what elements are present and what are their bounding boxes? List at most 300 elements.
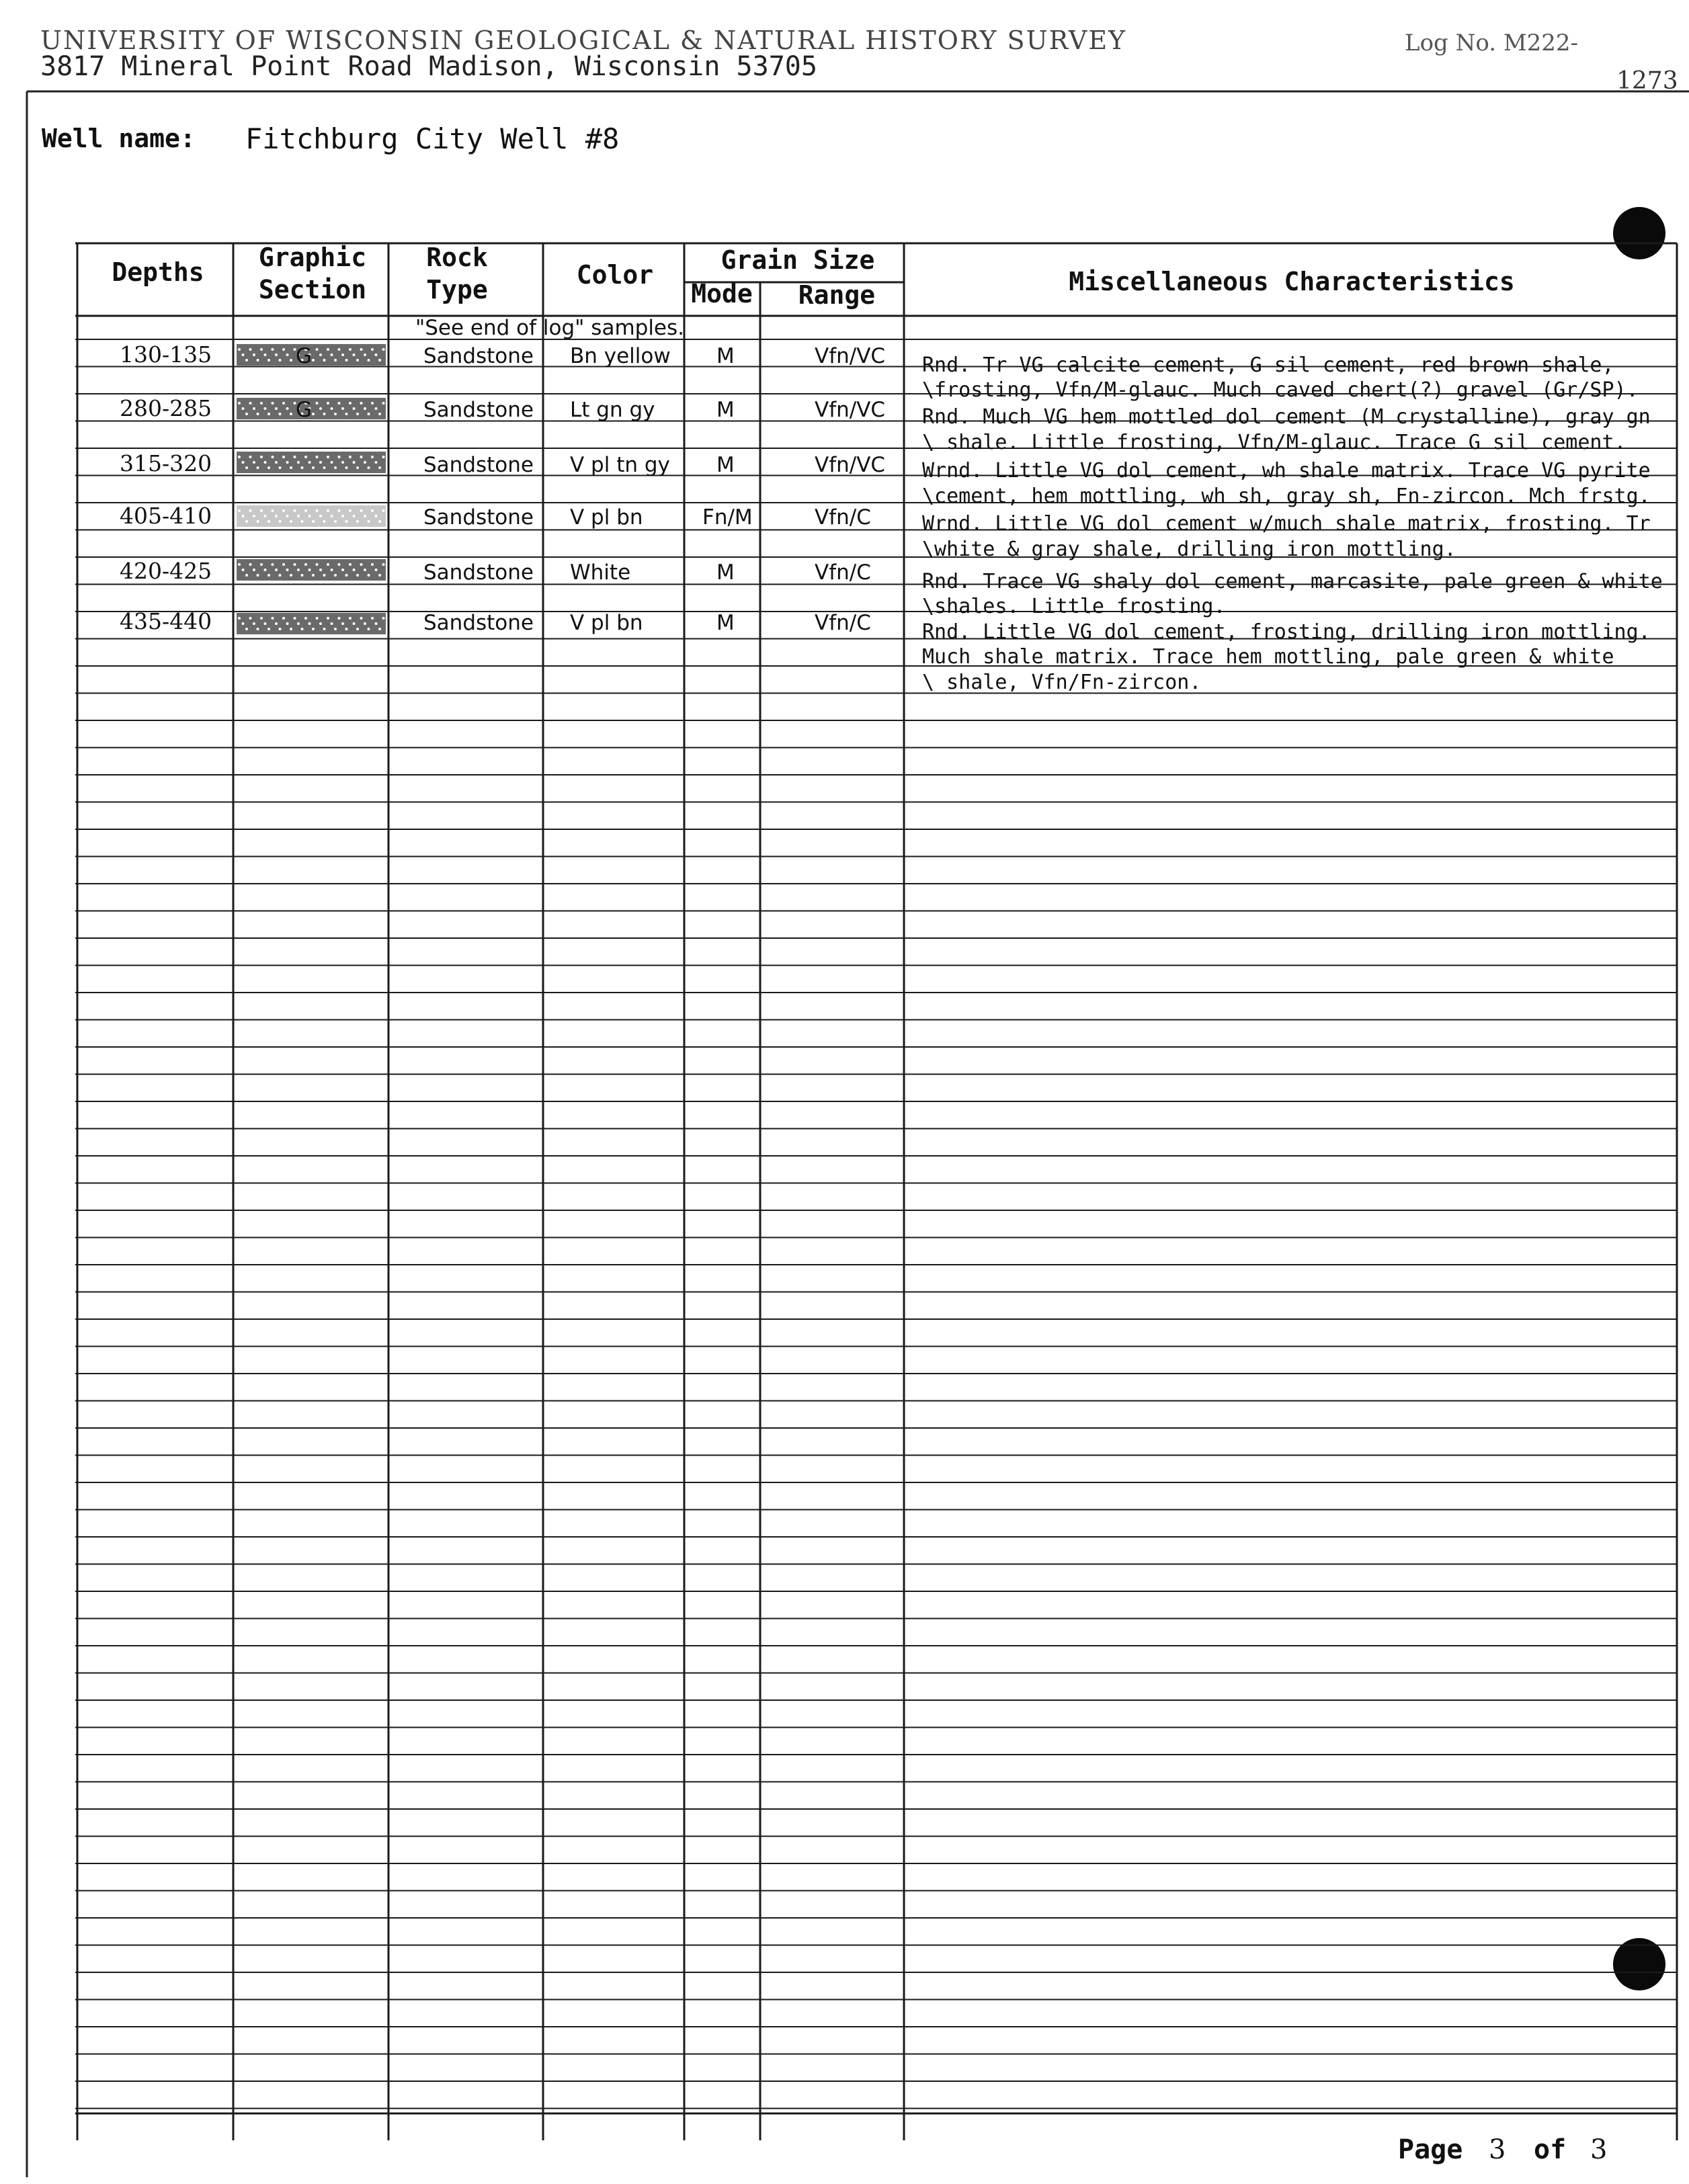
graphic-section-dot <box>267 574 270 577</box>
graphic-section-dot <box>253 353 255 356</box>
graphic-section-dot <box>319 353 322 356</box>
graphic-section-dot <box>353 353 356 356</box>
graphic-section-dot <box>382 509 385 512</box>
graphic-section-dot <box>238 402 241 405</box>
graphic-section-dot <box>312 628 315 630</box>
graphic-section-dot <box>327 348 329 351</box>
color-cell: V pl bn <box>570 611 643 635</box>
depth-cell: 315-320 <box>120 450 212 476</box>
graphic-section-dot <box>267 413 270 415</box>
graphic-section-dot <box>319 515 322 517</box>
grain-range-cell: Vfn/C <box>815 611 871 635</box>
graphic-section-dot <box>327 617 329 620</box>
graphic-section-dot <box>282 617 285 620</box>
graphic-section-dot <box>360 509 363 512</box>
grain-range-cell: Vfn/C <box>815 505 871 530</box>
rock-type-cell: Sandstone <box>423 344 534 368</box>
rock-type-cell: Sandstone <box>423 453 534 477</box>
graphic-section-dot <box>260 617 263 620</box>
graphic-section-dot <box>242 515 245 517</box>
graphic-section-dot <box>360 456 363 458</box>
col-header-rock-1: Rock <box>426 243 488 272</box>
misc-characteristics-line: Wrnd. Little VG dol cement w/much shale matrix, frosting. Tr <box>922 512 1651 536</box>
graphic-section-dot <box>356 413 359 415</box>
graphic-section-dot <box>375 515 378 517</box>
color-cell: V pl bn <box>570 505 643 530</box>
graphic-section-dot <box>353 461 356 464</box>
graphic-section-dot <box>297 622 300 625</box>
graphic-section-dot <box>267 628 270 630</box>
graphic-section-dot <box>290 520 292 523</box>
graphic-section-dot <box>257 359 259 362</box>
graphic-section-dot <box>245 520 248 523</box>
graphic-section-dot <box>382 617 385 620</box>
graphic-section-dot <box>312 359 315 362</box>
graphic-section-dot <box>294 509 296 512</box>
graphic-section-dot <box>334 628 337 630</box>
col-header-color: Color <box>576 260 654 290</box>
graphic-section-dot <box>304 617 307 620</box>
misc-characteristics-line: Rnd. Tr VG calcite cement, G sil cement, red brown shale, <box>922 353 1614 377</box>
graphic-section-dot <box>312 520 315 523</box>
misc-characteristics-line: Rnd. Little VG dol cement, frosting, drilling iron mottling. <box>922 620 1651 644</box>
grain-mode-cell: M <box>716 398 735 422</box>
institution-header: UNIVERSITY OF WISCONSIN GEOLOGICAL & NATURAL HISTORY SURVEY <box>40 26 1127 55</box>
graphic-section-dot <box>364 353 366 356</box>
graphic-section-dot <box>316 348 319 351</box>
graphic-section-dot <box>345 520 348 523</box>
graphic-section-dot <box>301 466 304 469</box>
graphic-section-dot <box>334 574 337 577</box>
graphic-section-dot <box>349 617 352 620</box>
graphic-section-dot <box>290 628 292 630</box>
graphic-section-dot <box>260 348 263 351</box>
graphic-section-dot <box>282 456 285 458</box>
graphic-section-dot <box>371 617 374 620</box>
graphic-section-pattern <box>237 559 386 581</box>
graphic-section-dot <box>319 569 322 571</box>
graphic-section-dot <box>375 461 378 464</box>
graphic-section-dot <box>282 402 285 405</box>
graphic-section-dot <box>275 515 278 517</box>
graphic-section-dot <box>275 569 278 571</box>
graphic-section-dot <box>331 353 333 356</box>
graphic-section-dot <box>308 622 311 625</box>
graphic-section-dot <box>308 569 311 571</box>
graphic-section-dot <box>356 359 359 362</box>
page-total: 3 <box>1590 2134 1608 2165</box>
graphic-section-dot <box>368 413 370 415</box>
grain-range-cell: Vfn/VC <box>815 453 886 477</box>
graphic-section-dot <box>375 353 378 356</box>
graphic-section-dot <box>382 348 385 351</box>
graphic-section-dot <box>286 515 289 517</box>
graphic-section-dot <box>304 509 307 512</box>
graphic-section-dot <box>272 563 274 566</box>
grain-mode-cell: M <box>716 611 735 635</box>
grain-mode-cell: M <box>716 453 735 477</box>
graphic-section-dot <box>371 348 374 351</box>
graphic-section-symbol: G <box>296 398 313 422</box>
graphic-section-dot <box>323 359 326 362</box>
graphic-section-dot <box>371 509 374 512</box>
graphic-section-dot <box>275 407 278 410</box>
misc-characteristics-line: \ shale, Vfn/Fn-zircon. <box>922 671 1202 694</box>
graphic-section-dot <box>257 466 259 469</box>
graphic-section-dot <box>308 461 311 464</box>
graphic-section-dot <box>338 563 341 566</box>
graphic-section-dot <box>249 456 252 458</box>
graphic-section-dot <box>334 520 337 523</box>
graphic-section-dot <box>334 359 337 362</box>
color-cell: V pl tn gy <box>570 453 670 477</box>
graphic-section-dot <box>297 515 300 517</box>
graphic-section-dot <box>294 563 296 566</box>
graphic-section-dot <box>294 456 296 458</box>
graphic-section-dot <box>331 461 333 464</box>
col-header-misc: Miscellaneous Characteristics <box>1069 267 1515 296</box>
graphic-section-dot <box>282 509 285 512</box>
graphic-section-dot <box>323 413 326 415</box>
graphic-section-dot <box>316 509 319 512</box>
graphic-section-dot <box>279 359 282 362</box>
grain-mode-cell: M <box>716 560 735 585</box>
graphic-section-dot <box>319 622 322 625</box>
grain-range-cell: Vfn/C <box>815 560 871 585</box>
graphic-section-dot <box>238 456 241 458</box>
graphic-section-dot <box>364 515 366 517</box>
graphic-section-dot <box>249 563 252 566</box>
graphic-section-dot <box>323 466 326 469</box>
graphic-section-dot <box>279 574 282 577</box>
color-cell: White <box>570 560 631 585</box>
misc-characteristics-line: Much shale matrix. Trace hem mottling, pale green & white <box>922 645 1614 669</box>
graphic-section-dot <box>267 520 270 523</box>
graphic-section-dot <box>341 461 344 464</box>
graphic-section-dot <box>375 407 378 410</box>
graphic-section-dot <box>286 353 289 356</box>
graphic-section-dot <box>257 574 259 577</box>
graphic-section-dot <box>382 402 385 405</box>
col-header-mode: Mode <box>691 279 753 308</box>
graphic-section-dot <box>349 456 352 458</box>
graphic-section-dot <box>260 456 263 458</box>
graphic-section-dot <box>272 509 274 512</box>
graphic-section-dot <box>267 359 270 362</box>
graphic-section-dot <box>245 466 248 469</box>
graphic-section-dot <box>312 413 315 415</box>
graphic-section-dot <box>364 407 366 410</box>
graphic-section-dot <box>238 509 241 512</box>
graphic-section-dot <box>279 628 282 630</box>
misc-characteristics-line: \frosting, Vfn/M-glauc. Much caved chert(?) gravel (Gr/SP). <box>922 378 1639 402</box>
graphic-section-dot <box>242 461 245 464</box>
graphic-section-dot <box>272 348 274 351</box>
graphic-section-dot <box>360 563 363 566</box>
graphic-section-dot <box>316 456 319 458</box>
graphic-section-dot <box>290 466 292 469</box>
graphic-section-dot <box>245 628 248 630</box>
graphic-section-dot <box>282 563 285 566</box>
graphic-section-dot <box>257 520 259 523</box>
col-header-range: Range <box>798 280 876 310</box>
graphic-section-dot <box>368 359 370 362</box>
graphic-section-dot <box>304 563 307 566</box>
graphic-section-dot <box>279 520 282 523</box>
graphic-section-dot <box>275 353 278 356</box>
graphic-section-dot <box>264 407 267 410</box>
graphic-section-dot <box>249 509 252 512</box>
graphic-section-dot <box>378 574 381 577</box>
graphic-section-symbol: G <box>296 344 313 368</box>
graphic-section-dot <box>260 509 263 512</box>
misc-characteristics-line: Rnd. Much VG hem mottled dol cement (M crystalline), gray gn <box>922 405 1651 429</box>
graphic-section-dot <box>312 466 315 469</box>
graphic-section-dot <box>341 515 344 517</box>
col-header-grain-size: Grain Size <box>720 245 875 275</box>
graphic-section-dot <box>341 622 344 625</box>
graphic-section-dot <box>345 413 348 415</box>
col-header-rock-2: Type <box>426 275 488 304</box>
graphic-section-dot <box>249 348 252 351</box>
graphic-section-dot <box>382 456 385 458</box>
graphic-section-dot <box>301 574 304 577</box>
graphic-section-dot <box>368 520 370 523</box>
graphic-section-dot <box>368 574 370 577</box>
graphic-section-dot <box>353 569 356 571</box>
col-header-graphic-2: Section <box>258 275 367 304</box>
graphic-section-dot <box>312 574 315 577</box>
graphic-section-dot <box>253 569 255 571</box>
graphic-section-dot <box>286 461 289 464</box>
graphic-section-dot <box>371 402 374 405</box>
graphic-section-pattern <box>237 613 386 634</box>
misc-characteristics-line: \white & gray shale, drilling iron mottling. <box>922 538 1456 561</box>
graphic-section-dot <box>349 402 352 405</box>
depth-cell: 280-285 <box>120 395 212 421</box>
graphic-section-dot <box>316 402 319 405</box>
graphic-section-dot <box>378 520 381 523</box>
graphic-section-dot <box>360 348 363 351</box>
color-cell: Lt gn gy <box>570 398 655 422</box>
graphic-section-dot <box>356 466 359 469</box>
graphic-section-dot <box>272 456 274 458</box>
grain-range-cell: Vfn/VC <box>815 398 886 422</box>
graphic-section-dot <box>375 622 378 625</box>
graphic-section-dot <box>264 515 267 517</box>
graphic-section-pattern <box>237 505 386 527</box>
graphic-section-dot <box>316 617 319 620</box>
graphic-section-dot <box>338 402 341 405</box>
graphic-section-dot <box>338 617 341 620</box>
misc-characteristics-line: \shales. Little frosting. <box>922 595 1226 618</box>
graphic-section-dot <box>249 402 252 405</box>
graphic-section-dot <box>345 466 348 469</box>
graphic-section-dot <box>327 509 329 512</box>
graphic-section-dot <box>253 515 255 517</box>
graphic-section-dot <box>323 520 326 523</box>
depth-cell: 420-425 <box>120 558 212 584</box>
graphic-section-dot <box>260 402 263 405</box>
graphic-section-dot <box>331 515 333 517</box>
graphic-section-dot <box>253 407 255 410</box>
graphic-section-dot <box>264 622 267 625</box>
rock-type-cell: Sandstone <box>423 560 534 585</box>
rock-type-cell: Sandstone <box>423 398 534 422</box>
samples-note: "See end of log" samples. <box>415 316 685 340</box>
graphic-section-dot <box>264 569 267 571</box>
graphic-section-dot <box>297 569 300 571</box>
graphic-section-dot <box>319 461 322 464</box>
graphic-section-dot <box>338 456 341 458</box>
graphic-section-dot <box>260 563 263 566</box>
graphic-section-dot <box>286 407 289 410</box>
graphic-section-dot <box>364 569 366 571</box>
institution-address: 3817 Mineral Point Road Madison, Wisconsin 53705 <box>40 51 817 82</box>
graphic-section-dot <box>264 461 267 464</box>
graphic-section-dot <box>341 353 344 356</box>
graphic-section-dot <box>323 574 326 577</box>
graphic-section-dot <box>242 407 245 410</box>
misc-characteristics-line: \cement, hem mottling, wh sh, gray sh, Fn-zircon. Mch frstg. <box>922 485 1651 508</box>
depth-cell: 130-135 <box>120 341 212 368</box>
page-number: 3 <box>1489 2134 1506 2165</box>
log-number-label: Log No. M222- <box>1405 30 1579 56</box>
graphic-section-dot <box>334 466 337 469</box>
col-header-depths: Depths <box>112 257 204 287</box>
graphic-section-dot <box>345 574 348 577</box>
graphic-section-dot <box>249 617 252 620</box>
graphic-section-dot <box>275 461 278 464</box>
graphic-section-dot <box>238 617 241 620</box>
depth-cell: 405-410 <box>120 503 212 529</box>
graphic-section-dot <box>290 574 292 577</box>
misc-characteristics-line: Wrnd. Little VG dol cement, wh shale matrix. Trace VG pyrite <box>922 459 1651 482</box>
rock-type-cell: Sandstone <box>423 611 534 635</box>
misc-characteristics-line: \ shale. Little frosting, Vfn/M-glauc. Trace G sil cement. <box>922 431 1626 454</box>
graphic-section-dot <box>345 628 348 630</box>
graphic-section-dot <box>338 348 341 351</box>
graphic-section-dot <box>304 456 307 458</box>
graphic-section-dot <box>331 407 333 410</box>
graphic-section-dot <box>378 359 381 362</box>
graphic-section-dot <box>282 348 285 351</box>
graphic-section-dot <box>327 456 329 458</box>
well-name-label: Well name: <box>42 124 196 153</box>
graphic-section-dot <box>267 466 270 469</box>
graphic-section-dot <box>353 407 356 410</box>
rock-type-cell: Sandstone <box>423 505 534 530</box>
graphic-section-dot <box>356 520 359 523</box>
graphic-section-dot <box>349 563 352 566</box>
graphic-section-dot <box>338 509 341 512</box>
grain-range-cell: Vfn/VC <box>815 344 886 368</box>
graphic-section-dot <box>334 413 337 415</box>
graphic-section-dot <box>349 509 352 512</box>
graphic-section-dot <box>360 617 363 620</box>
well-name-value: Fitchburg City Well #8 <box>245 122 620 155</box>
graphic-section-dot <box>238 348 241 351</box>
graphic-section-dot <box>301 628 304 630</box>
graphic-section-dot <box>341 407 344 410</box>
graphic-section-dot <box>275 622 278 625</box>
graphic-section-dot <box>297 461 300 464</box>
graphic-section-dot <box>286 622 289 625</box>
graphic-section-dot <box>319 407 322 410</box>
graphic-section-dot <box>331 569 333 571</box>
graphic-section-dot <box>349 348 352 351</box>
graphic-section-dot <box>272 617 274 620</box>
graphic-section-dot <box>364 461 366 464</box>
graphic-section-dot <box>327 402 329 405</box>
graphic-section-dot <box>378 413 381 415</box>
graphic-section-dot <box>301 520 304 523</box>
graphic-section-dot <box>371 563 374 566</box>
graphic-section-dot <box>257 628 259 630</box>
graphic-section-dot <box>360 402 363 405</box>
page-label: Page <box>1398 2134 1463 2165</box>
graphic-section-dot <box>245 574 248 577</box>
graphic-section-dot <box>245 413 248 415</box>
graphic-section-pattern <box>237 452 386 473</box>
graphic-section-dot <box>375 569 378 571</box>
graphic-section-dot <box>368 628 370 630</box>
graphic-section-dot <box>253 461 255 464</box>
graphic-section-dot <box>290 359 292 362</box>
graphic-section-dot <box>345 359 348 362</box>
graphic-section-dot <box>368 466 370 469</box>
depth-cell: 435-440 <box>120 608 212 634</box>
graphic-section-dot <box>378 628 381 630</box>
graphic-section-dot <box>279 413 282 415</box>
grain-mode-cell: Fn/M <box>702 505 753 530</box>
log-number: 1273 <box>1616 67 1678 95</box>
graphic-section-dot <box>257 413 259 415</box>
color-cell: Bn yellow <box>570 344 671 368</box>
graphic-section-dot <box>353 622 356 625</box>
graphic-section-dot <box>327 563 329 566</box>
graphic-section-dot <box>308 515 311 517</box>
graphic-section-dot <box>264 353 267 356</box>
grain-mode-cell: M <box>716 344 735 368</box>
graphic-section-dot <box>341 569 344 571</box>
graphic-section-dot <box>353 515 356 517</box>
misc-characteristics-line: Rnd. Trace VG shaly dol cement, marcasite, pale green & white <box>922 570 1663 593</box>
graphic-section-dot <box>294 617 296 620</box>
graphic-section-dot <box>356 574 359 577</box>
graphic-section-dot <box>378 466 381 469</box>
graphic-section-dot <box>286 569 289 571</box>
graphic-section-dot <box>331 622 333 625</box>
graphic-section-dot <box>316 563 319 566</box>
graphic-section-dot <box>238 563 241 566</box>
graphic-section-dot <box>323 628 326 630</box>
graphic-section-dot <box>356 628 359 630</box>
graphic-section-dot <box>290 413 292 415</box>
graphic-section-dot <box>382 563 385 566</box>
graphic-section-dot <box>279 466 282 469</box>
graphic-section-dot <box>242 353 245 356</box>
graphic-section-dot <box>371 456 374 458</box>
graphic-section-dot <box>253 622 255 625</box>
graphic-section-dot <box>242 569 245 571</box>
graphic-section-dot <box>245 359 248 362</box>
col-header-graphic-1: Graphic <box>258 243 367 272</box>
page-of-label: of <box>1534 2134 1567 2165</box>
graphic-section-dot <box>242 622 245 625</box>
graphic-section-dot <box>272 402 274 405</box>
graphic-section-dot <box>364 622 366 625</box>
